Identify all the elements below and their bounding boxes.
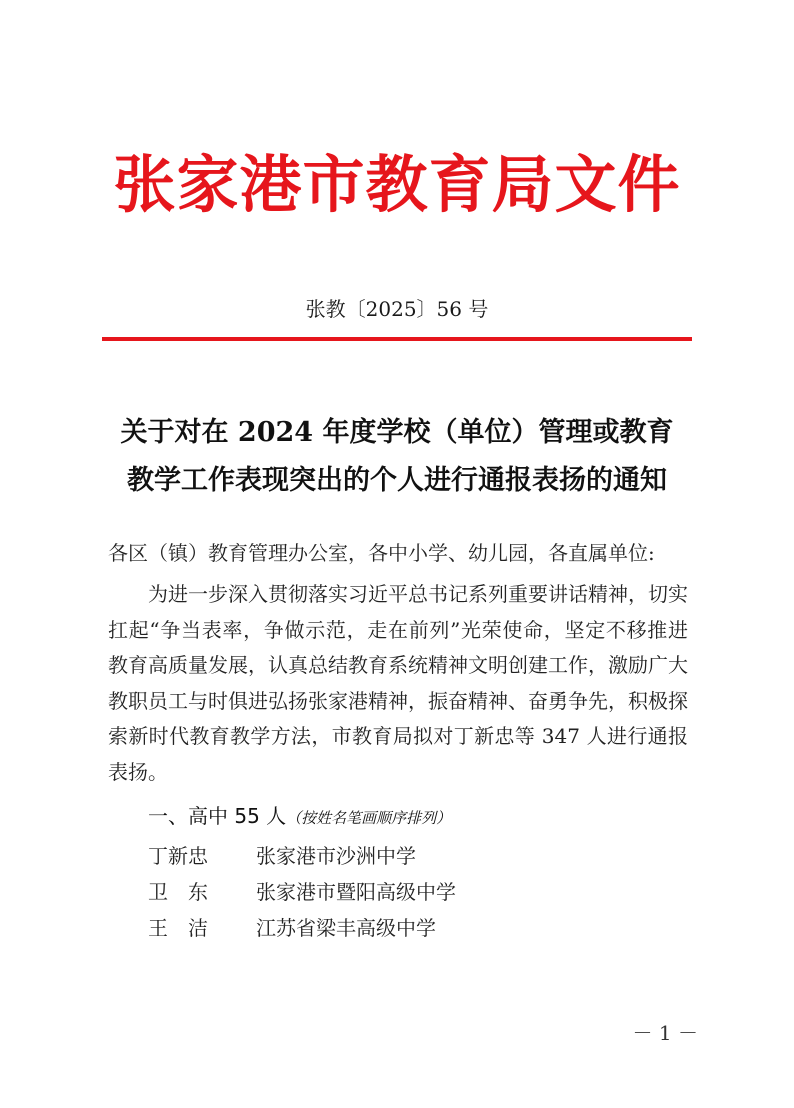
school-name: 江苏省梁丰高级中学 <box>256 916 436 940</box>
school-name: 张家港市沙洲中学 <box>256 844 416 868</box>
document-title <box>90 409 704 505</box>
salutation: 各区（镇）教育管理办公室，各中小学、幼儿园，各直属单位: <box>108 541 655 565</box>
list-item <box>148 840 416 872</box>
person-name: 卫 东 <box>148 880 208 904</box>
section-heading-text: 一、高中 55 人 <box>148 804 287 828</box>
school-name: 张家港市暨阳高级中学 <box>256 880 456 904</box>
document-number: 张教〔2025〕56 号 <box>305 297 489 321</box>
section-heading <box>148 800 451 834</box>
issuer-title: 张家港市教育局文件 <box>113 148 681 221</box>
list-item <box>148 876 456 908</box>
document-title-line-1: 关于对在 2024 年度学校（单位）管理或教育 <box>120 417 674 448</box>
list-item <box>148 912 436 944</box>
section-heading-note: （按姓名笔画顺序排列） <box>286 809 452 827</box>
red-divider-rule <box>102 337 692 341</box>
body-paragraph: 为进一步深入贯彻落实习近平总书记系列重要讲话精神，切实扛起“争当表率，争做示范，走在前列”光荣使命，坚定不移推进教育高质量发展，认真总结教育系统精神文明创建工作，激励广大教职员工与时俱进弘扬张家港精神，振奋精神、奋勇争先，积极探索新时代教育教学方法，市教育局拟对丁新忠等 347 人进行通报表扬。 <box>108 582 688 784</box>
page-number: － 1 － <box>632 1021 698 1045</box>
person-name: 王 洁 <box>148 916 208 940</box>
document-title-line-2: 教学工作表现突出的个人进行通报表扬的通知 <box>127 465 667 496</box>
person-name: 丁新忠 <box>148 844 208 868</box>
